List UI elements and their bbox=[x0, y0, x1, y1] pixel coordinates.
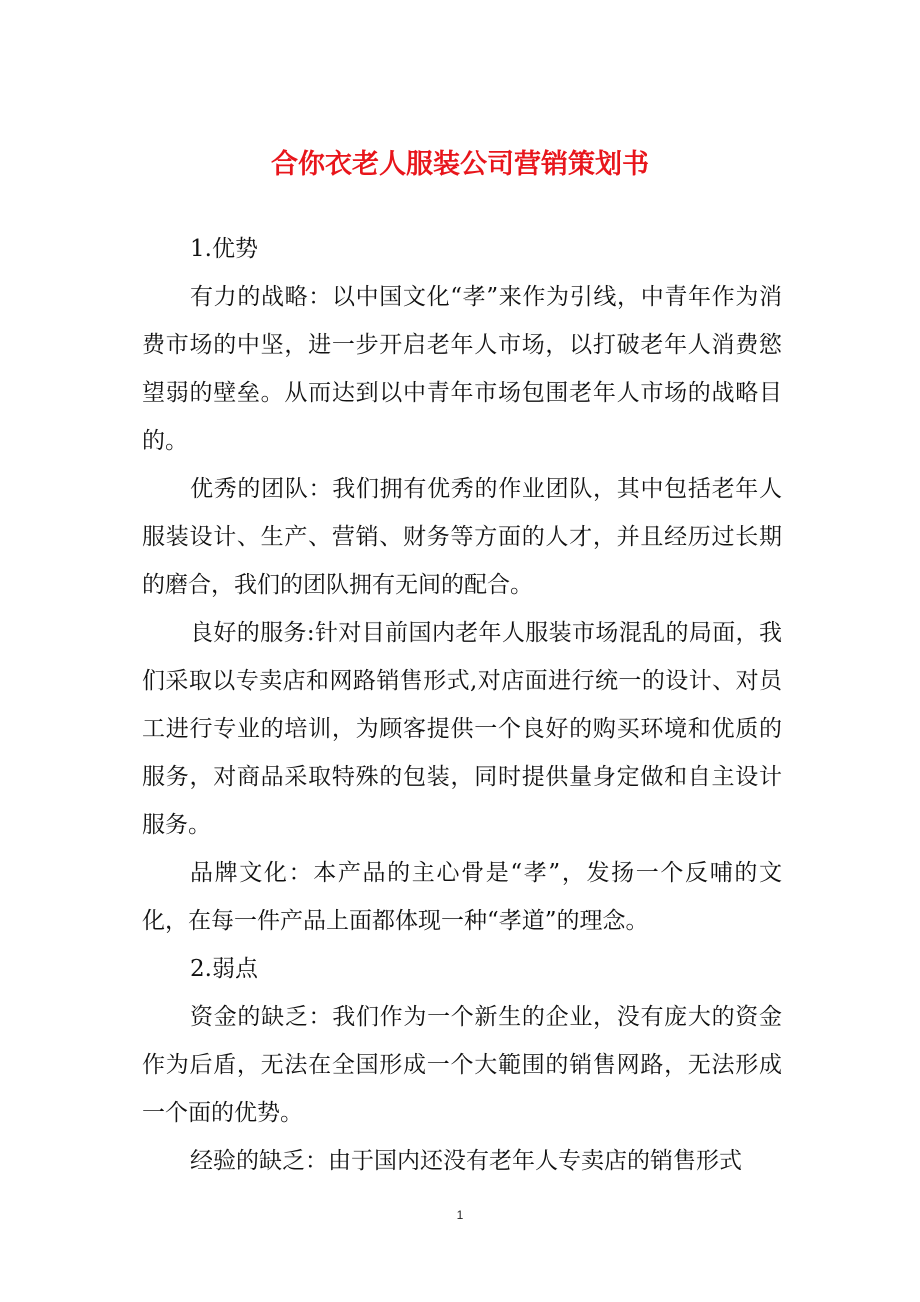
page-number: 1 bbox=[456, 1208, 464, 1222]
section-heading-weaknesses: 2.弱点 bbox=[190, 956, 258, 982]
paragraph-team: 优秀的团队：我们拥有优秀的作业团队，其中包括老年人服装设计、生产、营销、财务等方面的人才，并且经历过长期的磨合，我们的团队拥有无间的配合。 bbox=[142, 476, 782, 598]
paragraph-strategy: 有力的战略：以中国文化“孝”来作为引线，中青年作为消费市场的中坚，进一步开启老年人市场，以打破老年人消费慾望弱的壁垒。从而达到以中青年市场包围老年人市场的战略目的。 bbox=[142, 284, 782, 454]
document-body bbox=[142, 225, 782, 1185]
paragraph-service: 良好的服务:针对目前国内老年人服装市场混乱的局面，我们采取以专卖店和网路销售形式,对店面进行统一的设计、对员工进行专业的培训，为顾客提供一个良好的购买环境和优质的服务，对商品采取特殊的包装，同时提供量身定做和自主设计服务。 bbox=[142, 620, 782, 838]
paragraph-brand-culture: 品牌文化：本产品的主心骨是“孝”，发扬一个反哺的文化，在每一件产品上面都体现一种“孝道”的理念。 bbox=[142, 860, 782, 934]
paragraph-lack-of-funds: 资金的缺乏：我们作为一个新生的企业，没有庞大的资金作为后盾，无法在全国形成一个大範围的销售网路，无法形成一个面的优势。 bbox=[142, 1004, 782, 1126]
section-heading-strengths: 1.优势 bbox=[190, 236, 258, 262]
document-title: 合你衣老人服装公司营销策划书 bbox=[271, 149, 649, 180]
paragraph-lack-of-experience: 经验的缺乏：由于国内还没有老年人专卖店的销售形式 bbox=[190, 1148, 742, 1174]
